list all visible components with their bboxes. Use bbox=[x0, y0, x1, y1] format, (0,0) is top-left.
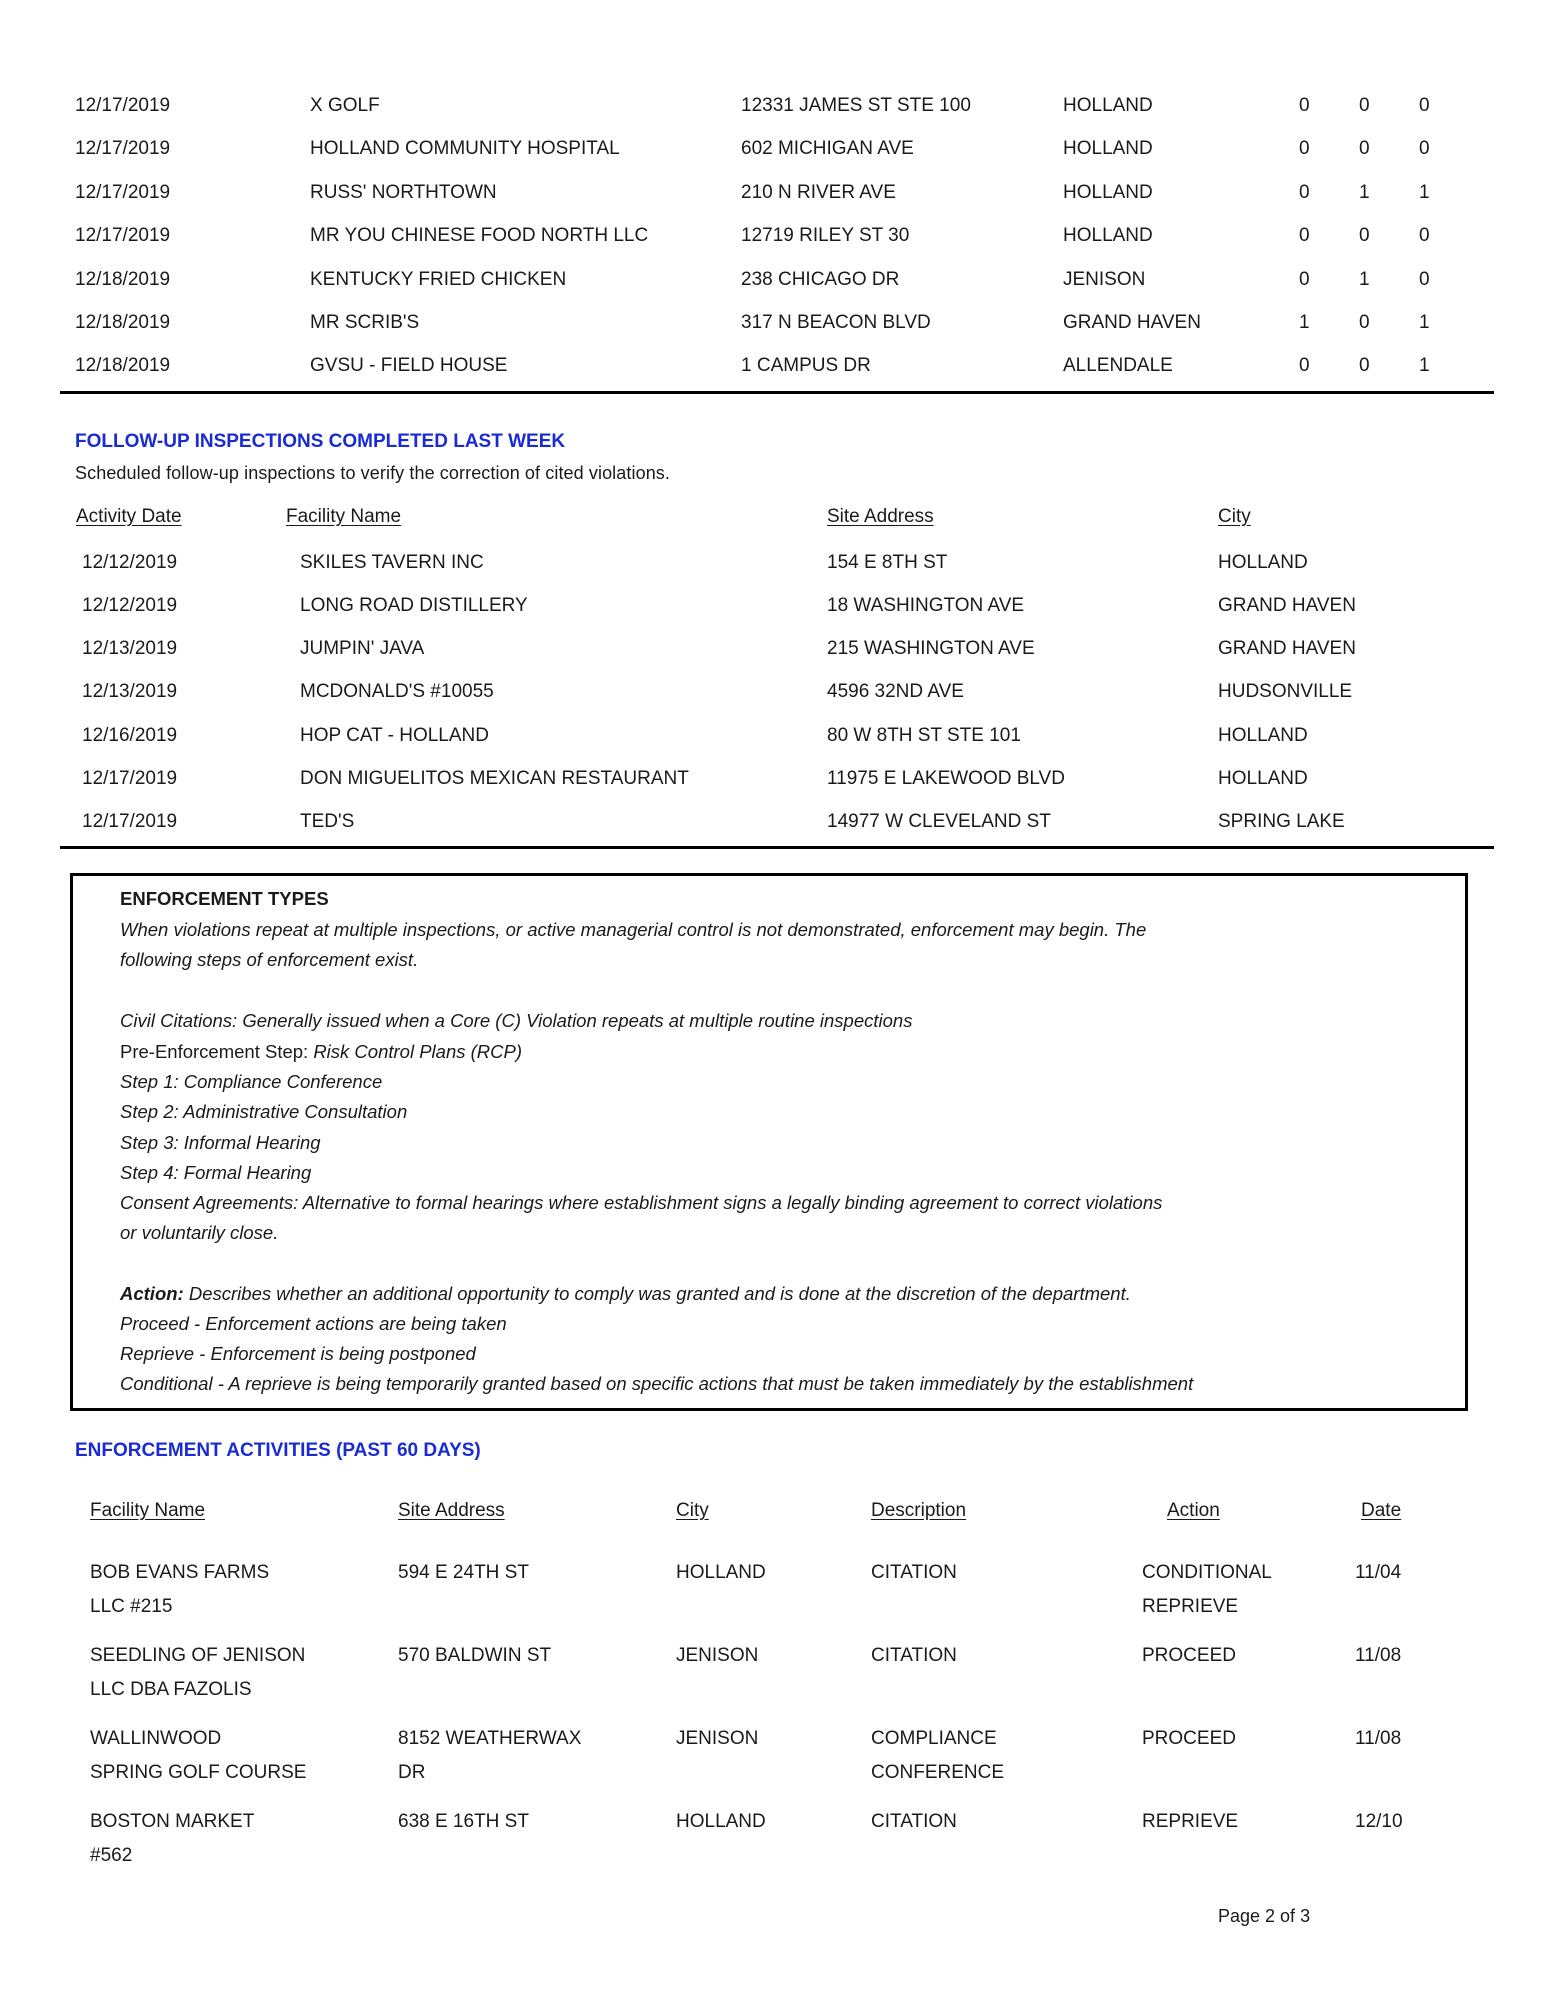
facility-name-line-1: WALLINWOOD bbox=[90, 1728, 222, 1749]
violation-count-1: 0 bbox=[1299, 355, 1310, 376]
date: 11/08 bbox=[1355, 1728, 1402, 1749]
header-city: City bbox=[1218, 506, 1251, 527]
header-facility-name: Facility Name bbox=[90, 1500, 206, 1521]
violation-count-2: 0 bbox=[1359, 138, 1370, 159]
violation-count-2: 0 bbox=[1359, 355, 1370, 376]
section-divider bbox=[60, 391, 1494, 394]
site-address: 18 WASHINGTON AVE bbox=[827, 595, 1025, 616]
description-line-2: CONFERENCE bbox=[871, 1762, 1005, 1783]
table-row bbox=[0, 268, 1545, 292]
pre-enforcement-label: Pre-Enforcement Step: bbox=[120, 1041, 314, 1062]
table-row bbox=[0, 637, 1545, 661]
city: HUDSONVILLE bbox=[1218, 681, 1353, 702]
city: JENISON bbox=[1063, 269, 1146, 290]
facility-name: JUMPIN' JAVA bbox=[300, 638, 425, 659]
description: CITATION bbox=[871, 1645, 957, 1666]
description: CITATION bbox=[871, 1811, 957, 1832]
violation-count-2: 0 bbox=[1359, 312, 1370, 333]
violation-count-3: 0 bbox=[1419, 138, 1430, 159]
pre-enforcement-value: Risk Control Plans (RCP) bbox=[313, 1041, 522, 1062]
pre-enforcement-step bbox=[120, 1040, 522, 1064]
facility-name-line-2: LLC #215 bbox=[90, 1596, 173, 1617]
action-line-1: CONDITIONAL bbox=[1142, 1562, 1272, 1583]
activity-date: 12/13/2019 bbox=[82, 681, 178, 702]
reprieve-definition: Reprieve - Enforcement is being postponed bbox=[120, 1343, 476, 1364]
consent-agreements-line-1: Consent Agreements: Alternative to formal hearings where establishment signs a legally binding agreement to correct violations bbox=[120, 1192, 1163, 1213]
table-row bbox=[0, 767, 1545, 791]
table-row bbox=[0, 810, 1545, 834]
action-line-2: REPRIEVE bbox=[1142, 1596, 1239, 1617]
civil-citations-text: Civil Citations: Generally issued when a Core (C) Violation repeats at multiple routine inspections bbox=[120, 1010, 913, 1031]
site-address-line-1: 8152 WEATHERWAX bbox=[398, 1728, 582, 1749]
inspection-date: 12/17/2019 bbox=[75, 138, 171, 159]
city: JENISON bbox=[676, 1728, 759, 1749]
conditional-definition: Conditional - A reprieve is being temporarily granted based on specific actions that must be taken immediately by the establishment bbox=[120, 1373, 1194, 1394]
activity-date: 12/12/2019 bbox=[82, 552, 178, 573]
consent-agreements-line-2: or voluntarily close. bbox=[120, 1222, 279, 1243]
page-number: Page 2 of 3 bbox=[1218, 1906, 1311, 1926]
violation-count-1: 0 bbox=[1299, 269, 1310, 290]
site-address: 154 E 8TH ST bbox=[827, 552, 948, 573]
header-action: Action bbox=[1167, 1500, 1220, 1521]
table-row bbox=[0, 594, 1545, 618]
inspection-date: 12/18/2019 bbox=[75, 312, 171, 333]
header-facility-name: Facility Name bbox=[286, 506, 402, 527]
violation-count-1: 0 bbox=[1299, 225, 1310, 246]
city: JENISON bbox=[676, 1645, 759, 1666]
table-row bbox=[0, 224, 1545, 248]
city: GRAND HAVEN bbox=[1063, 312, 1201, 333]
table-row bbox=[0, 724, 1545, 748]
violation-count-2: 0 bbox=[1359, 225, 1370, 246]
enforcement-types-title: ENFORCEMENT TYPES bbox=[120, 888, 329, 909]
description: CITATION bbox=[871, 1562, 957, 1583]
step-3-text: Step 3: Informal Hearing bbox=[120, 1132, 321, 1153]
facility-name: LONG ROAD DISTILLERY bbox=[300, 595, 528, 616]
city: HOLLAND bbox=[1218, 552, 1308, 573]
followup-section-title: FOLLOW-UP INSPECTIONS COMPLETED LAST WEEK bbox=[75, 431, 566, 452]
city: HOLLAND bbox=[1063, 95, 1153, 116]
header-activity-date: Activity Date bbox=[76, 506, 182, 527]
violation-count-3: 0 bbox=[1419, 225, 1430, 246]
table-header-row bbox=[0, 1499, 1545, 1523]
facility-name-line-1: BOB EVANS FARMS bbox=[90, 1562, 270, 1583]
inspection-date: 12/17/2019 bbox=[75, 182, 171, 203]
action-text: Describes whether an additional opportunity to comply was granted and is done at the discretion of the department. bbox=[183, 1283, 1131, 1304]
facility-name: TED'S bbox=[300, 811, 355, 832]
table-row bbox=[0, 1561, 1545, 1621]
facility-name: RUSS' NORTHTOWN bbox=[310, 182, 497, 203]
enforcement-activities-title: ENFORCEMENT ACTIVITIES (PAST 60 DAYS) bbox=[75, 1440, 481, 1461]
table-row bbox=[0, 1727, 1545, 1787]
facility-name-line-2: #562 bbox=[90, 1845, 133, 1866]
city: HOLLAND bbox=[676, 1562, 766, 1583]
city: HOLLAND bbox=[1218, 725, 1308, 746]
inspection-date: 12/17/2019 bbox=[75, 95, 171, 116]
table-row bbox=[0, 1810, 1545, 1870]
facility-name-line-1: SEEDLING OF JENISON bbox=[90, 1645, 306, 1666]
site-address: 638 E 16TH ST bbox=[398, 1811, 529, 1832]
site-address: 80 W 8TH ST STE 101 bbox=[827, 725, 1021, 746]
city: HOLLAND bbox=[1063, 138, 1153, 159]
violation-count-3: 1 bbox=[1419, 355, 1430, 376]
activity-date: 12/17/2019 bbox=[82, 768, 178, 789]
city: GRAND HAVEN bbox=[1218, 638, 1356, 659]
enforcement-intro-line-1: When violations repeat at multiple inspections, or active managerial control is not demonstrated, enforcement may begin. The bbox=[120, 919, 1147, 940]
violation-count-1: 0 bbox=[1299, 138, 1310, 159]
header-date: Date bbox=[1361, 1500, 1402, 1521]
site-address: 12719 RILEY ST 30 bbox=[741, 225, 910, 246]
facility-name: X GOLF bbox=[310, 95, 380, 116]
violation-count-3: 0 bbox=[1419, 269, 1430, 290]
facility-name: GVSU - FIELD HOUSE bbox=[310, 355, 508, 376]
section-divider bbox=[60, 846, 1494, 849]
city: HOLLAND bbox=[1063, 225, 1153, 246]
city: HOLLAND bbox=[676, 1811, 766, 1832]
violation-count-3: 1 bbox=[1419, 312, 1430, 333]
violation-count-1: 1 bbox=[1299, 312, 1310, 333]
action: REPRIEVE bbox=[1142, 1811, 1239, 1832]
site-address: 238 CHICAGO DR bbox=[741, 269, 900, 290]
action: PROCEED bbox=[1142, 1728, 1236, 1749]
enforcement-types-box bbox=[70, 873, 1468, 1411]
violation-count-2: 1 bbox=[1359, 182, 1370, 203]
site-address: 602 MICHIGAN AVE bbox=[741, 138, 914, 159]
header-site-address: Site Address bbox=[827, 506, 934, 527]
facility-name: MR SCRIB'S bbox=[310, 312, 420, 333]
header-description: Description bbox=[871, 1500, 967, 1521]
action: PROCEED bbox=[1142, 1645, 1236, 1666]
inspection-date: 12/18/2019 bbox=[75, 355, 171, 376]
city: SPRING LAKE bbox=[1218, 811, 1345, 832]
activity-date: 12/17/2019 bbox=[82, 811, 178, 832]
step-4-text: Step 4: Formal Hearing bbox=[120, 1162, 312, 1183]
table-row bbox=[0, 137, 1545, 161]
site-address: 14977 W CLEVELAND ST bbox=[827, 811, 1051, 832]
date: 11/08 bbox=[1355, 1645, 1402, 1666]
header-city: City bbox=[676, 1500, 709, 1521]
site-address: 215 WASHINGTON AVE bbox=[827, 638, 1035, 659]
enforcement-intro-line-2: following steps of enforcement exist. bbox=[120, 949, 419, 970]
facility-name: HOLLAND COMMUNITY HOSPITAL bbox=[310, 138, 620, 159]
activity-date: 12/16/2019 bbox=[82, 725, 178, 746]
violation-count-1: 0 bbox=[1299, 95, 1310, 116]
site-address: 594 E 24TH ST bbox=[398, 1562, 529, 1583]
date: 12/10 bbox=[1355, 1811, 1403, 1832]
followup-section-subtitle: Scheduled follow-up inspections to verify the correction of cited violations. bbox=[75, 463, 671, 483]
site-address: 1 CAMPUS DR bbox=[741, 355, 871, 376]
inspection-date: 12/18/2019 bbox=[75, 269, 171, 290]
site-address: 4596 32ND AVE bbox=[827, 681, 964, 702]
site-address: 317 N BEACON BLVD bbox=[741, 312, 931, 333]
site-address: 570 BALDWIN ST bbox=[398, 1645, 552, 1666]
violation-count-3: 0 bbox=[1419, 95, 1430, 116]
facility-name-line-2: SPRING GOLF COURSE bbox=[90, 1762, 307, 1783]
site-address: 11975 E LAKEWOOD BLVD bbox=[827, 768, 1065, 789]
violation-count-3: 1 bbox=[1419, 182, 1430, 203]
violation-count-2: 0 bbox=[1359, 95, 1370, 116]
activity-date: 12/13/2019 bbox=[82, 638, 178, 659]
table-row bbox=[0, 94, 1545, 118]
site-address-line-2: DR bbox=[398, 1762, 426, 1783]
description-line-1: COMPLIANCE bbox=[871, 1728, 997, 1749]
violation-count-1: 0 bbox=[1299, 182, 1310, 203]
city: ALLENDALE bbox=[1063, 355, 1173, 376]
violation-count-2: 1 bbox=[1359, 269, 1370, 290]
action-description bbox=[120, 1282, 1131, 1306]
city: HOLLAND bbox=[1218, 768, 1308, 789]
step-2-text: Step 2: Administrative Consultation bbox=[120, 1101, 408, 1122]
activity-date: 12/12/2019 bbox=[82, 595, 178, 616]
table-row bbox=[0, 1644, 1545, 1704]
site-address: 12331 JAMES ST STE 100 bbox=[741, 95, 971, 116]
facility-name: MR YOU CHINESE FOOD NORTH LLC bbox=[310, 225, 649, 246]
table-header-row bbox=[0, 505, 1545, 529]
facility-name: DON MIGUELITOS MEXICAN RESTAURANT bbox=[300, 768, 689, 789]
facility-name: HOP CAT - HOLLAND bbox=[300, 725, 489, 746]
action-label: Action: bbox=[120, 1283, 184, 1304]
step-1-text: Step 1: Compliance Conference bbox=[120, 1071, 383, 1092]
table-row bbox=[0, 354, 1545, 378]
proceed-definition: Proceed - Enforcement actions are being taken bbox=[120, 1313, 507, 1334]
city: HOLLAND bbox=[1063, 182, 1153, 203]
facility-name-line-1: BOSTON MARKET bbox=[90, 1811, 255, 1832]
inspection-date: 12/17/2019 bbox=[75, 225, 171, 246]
table-row bbox=[0, 680, 1545, 704]
facility-name: KENTUCKY FRIED CHICKEN bbox=[310, 269, 567, 290]
city: GRAND HAVEN bbox=[1218, 595, 1356, 616]
facility-name-line-2: LLC DBA FAZOLIS bbox=[90, 1679, 252, 1700]
table-row bbox=[0, 551, 1545, 575]
facility-name: MCDONALD'S #10055 bbox=[300, 681, 494, 702]
facility-name: SKILES TAVERN INC bbox=[300, 552, 484, 573]
date: 11/04 bbox=[1355, 1562, 1402, 1583]
header-site-address: Site Address bbox=[398, 1500, 505, 1521]
table-row bbox=[0, 181, 1545, 205]
site-address: 210 N RIVER AVE bbox=[741, 182, 896, 203]
table-row bbox=[0, 311, 1545, 335]
